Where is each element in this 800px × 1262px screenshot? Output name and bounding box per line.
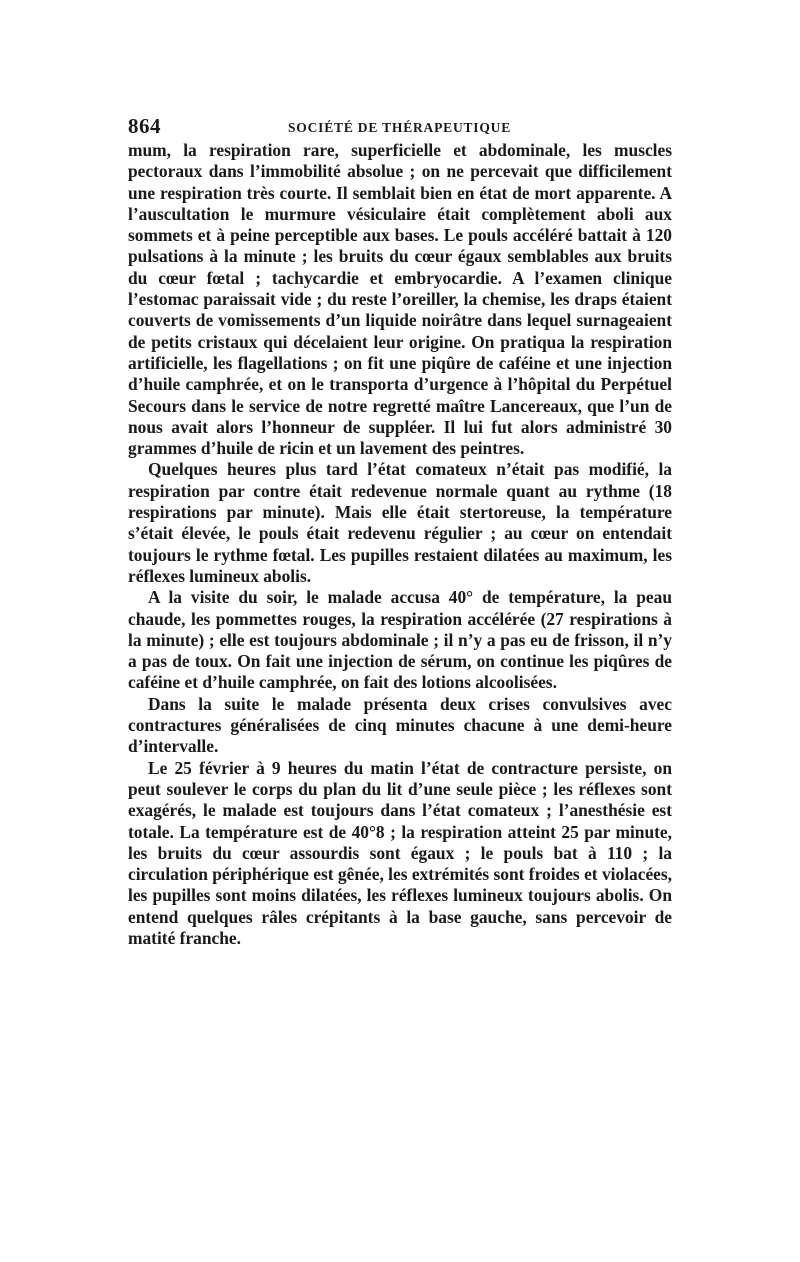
running-title: SOCIÉTÉ DE THÉRAPEUTIQUE — [288, 120, 512, 135]
body-text — [128, 140, 672, 949]
book-page — [128, 108, 672, 949]
page-number: 864 — [128, 114, 161, 138]
paragraph: A la visite du soir, le malade accusa 40° de température, la peau chaude, les pommettes rouges, la respiration accélérée (27 respirations à la minute) ; elle est toujours abdominale ; il n’y a pas eu de frisson, il n’y a pas de toux. On fait une injection de sérum, on continue les piqûres de caféine et d’huile camphrée, on fait des lotions alcoolisées. — [128, 587, 672, 693]
paragraph: Quelques heures plus tard l’état comateux n’était pas modifié, la respiration par contre était redevenue normale quant au rythme (18 respirations par minute). Mais elle était stertoreuse, la température s’était élevée, le pouls était redevenu régulier ; au cœur on entendait toujours le rythme fœtal. Les pupilles restaient dilatées au maximum, les réflexes lumineux abolis. — [128, 459, 672, 586]
paragraph-continued: mum, la respiration rare, superficielle et abdominale, les muscles pectoraux dans l’immobilité absolue ; on ne percevait que difficilement une respiration très courte. Il semblait bien en état de mort apparente. A l’auscultation le murmure vésiculaire était complètement aboli aux sommets et à peine perceptible aux bases. Le pouls accéléré battait à 120 pulsations à la minute ; les bruits du cœur égaux semblables aux bruits du cœur fœtal ; tachycardie et embryocardie. A l’examen clinique l’estomac paraissait vide ; du reste l’oreiller, la chemise, les draps étaient couverts de vomissements d’un liquide noirâtre dans lequel surnageaient de petits cristaux qui décelaient leur origine. On pratiqua la respiration artificielle, les flagellations ; on fit une piqûre de caféine et une injection d’huile camphrée, et on le transporta d’urgence à l’hôpital du Perpétuel Secours dans le service de notre regretté maître Lancereaux, que l’un de nous avait alors l’honneur de suppléer. Il lui fut alors administré 30 grammes d’huile de ricin et un lavement des peintres. — [128, 140, 672, 459]
paragraph: Le 25 février à 9 heures du matin l’état de contracture persiste, on peut soulever le corps du plan du lit d’une seule pièce ; les réflexes sont exagérés, le malade est toujours dans l’état comateux ; l’anesthésie est totale. La température est de 40°8 ; la respiration atteint 25 par minute, les bruits du cœur assourdis sont égaux ; le pouls bat à 110 ; la circulation périphérique est gênée, les extrémités sont froides et violacées, les pupilles sont moins dilatées, les réflexes lumineux toujours abolis. On entend quelques râles crépitants à la base gauche, sans percevoir de matité franche. — [128, 757, 672, 948]
paragraph: Dans la suite le malade présenta deux crises convulsives avec contractures généralisées de cinq minutes chacune à une demi-heure d’intervalle. — [128, 693, 672, 757]
running-head — [128, 108, 672, 138]
